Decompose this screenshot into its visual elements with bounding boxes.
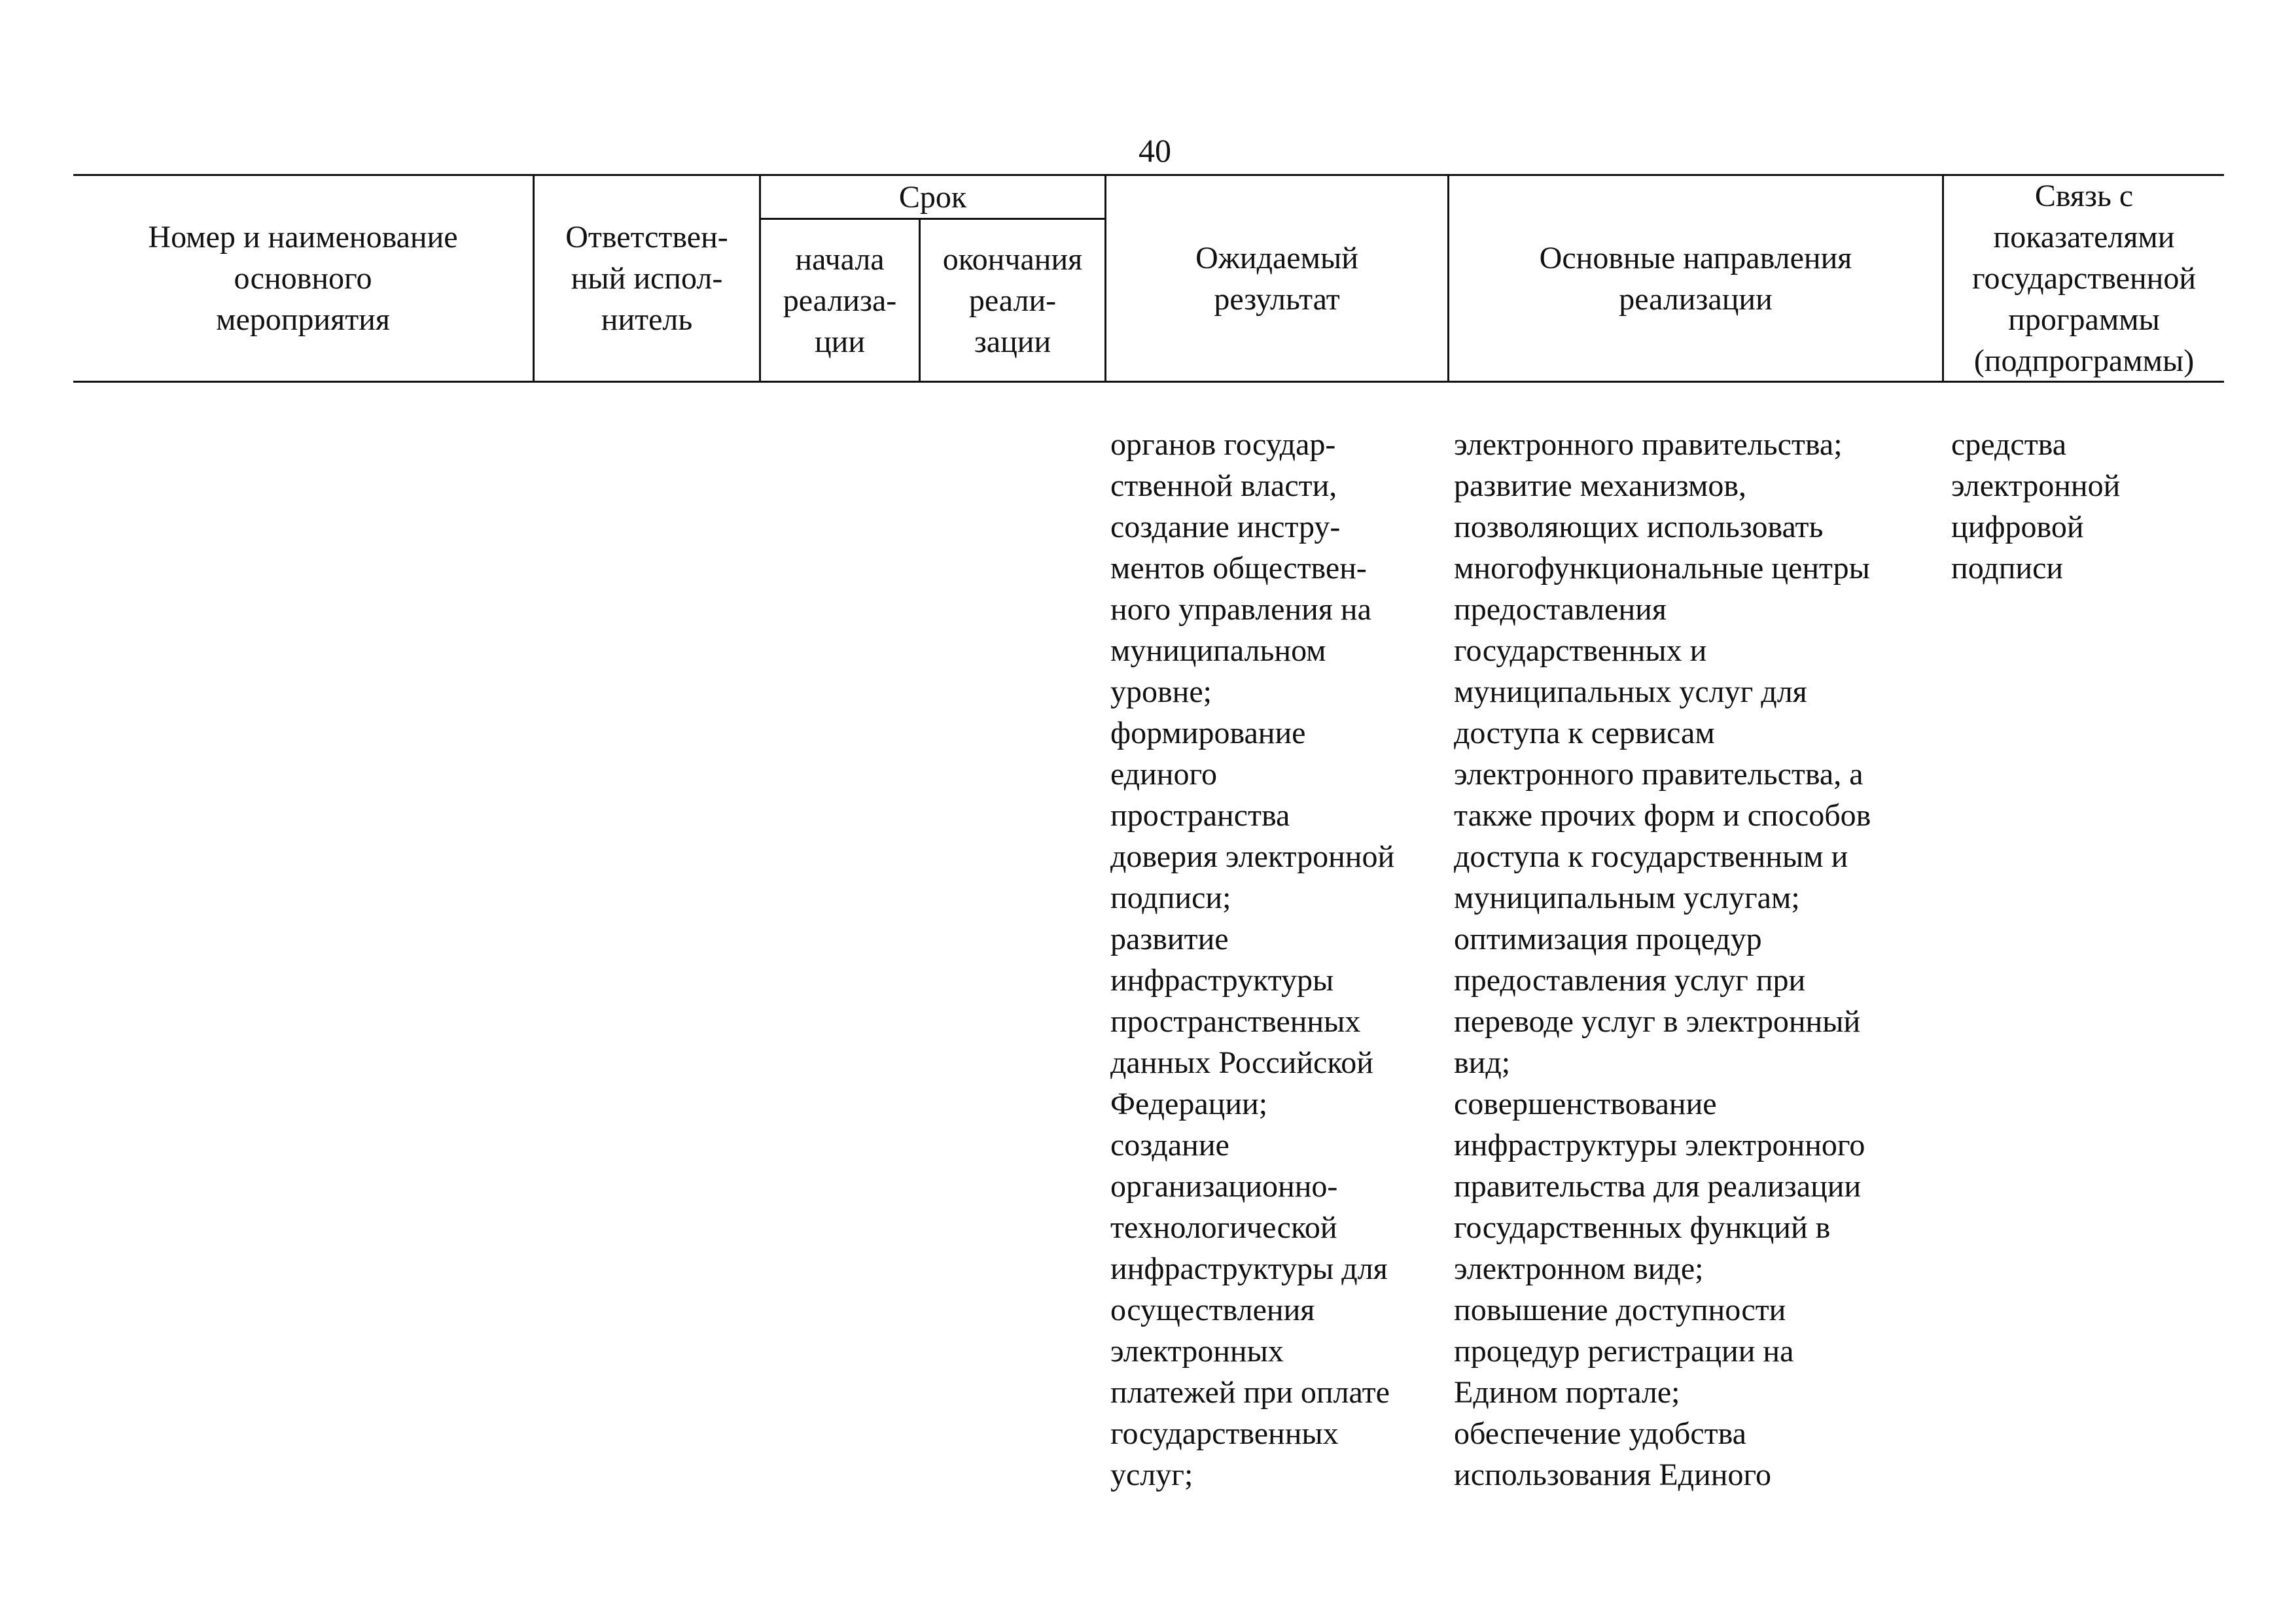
- header-term-start: начала реализа- ции: [783, 241, 897, 359]
- body-link: средства электронной цифровой подписи: [1951, 427, 2121, 585]
- page-number: 40: [1139, 132, 1171, 169]
- body-expected-result: органов государ- ственной власти, создание инстру- ментов обществен- ного управления на муниципальном уровне; формирование единого пространства доверия электронной подписи; развитие инфраструктуры пространственных данных Российской Федерации; создание организационно- технологической инфраструктуры для осуществления электронных платежей при оплате государственных услуг;: [1110, 427, 1395, 1492]
- header-responsible: Ответствен- ный испол- нитель: [565, 220, 728, 337]
- header-link: Связь с показателями государственной программы (подпрограммы): [1971, 179, 2197, 378]
- header-term-end: окончания реали- зации: [942, 241, 1083, 359]
- header-directions: Основные направления реализации: [1539, 240, 1852, 317]
- header-expected-result: Ожидаемый результат: [1195, 240, 1358, 317]
- header-bottom-border: [73, 381, 2224, 383]
- header-name: Номер и наименование основного мероприятия: [148, 220, 458, 337]
- body-directions: электронного правительства; развитие механизмов, позволяющих использовать многофункциональные центры предоставления государственных и муниципальных услуг для доступа к сервисам электронного правительства, а также прочих форм и способов доступа к государственным и муниципальным услугам; оптимизация процедур предоставления услуг при переводе услуг в электронный вид; совершенствование инфраструктуры электронного правительства для реализации государственных функций в электронном виде; повышение доступности процедур регистрации на Едином портале; обеспечение удобства использования Единого: [1454, 427, 1871, 1492]
- header-term: Срок: [898, 179, 967, 215]
